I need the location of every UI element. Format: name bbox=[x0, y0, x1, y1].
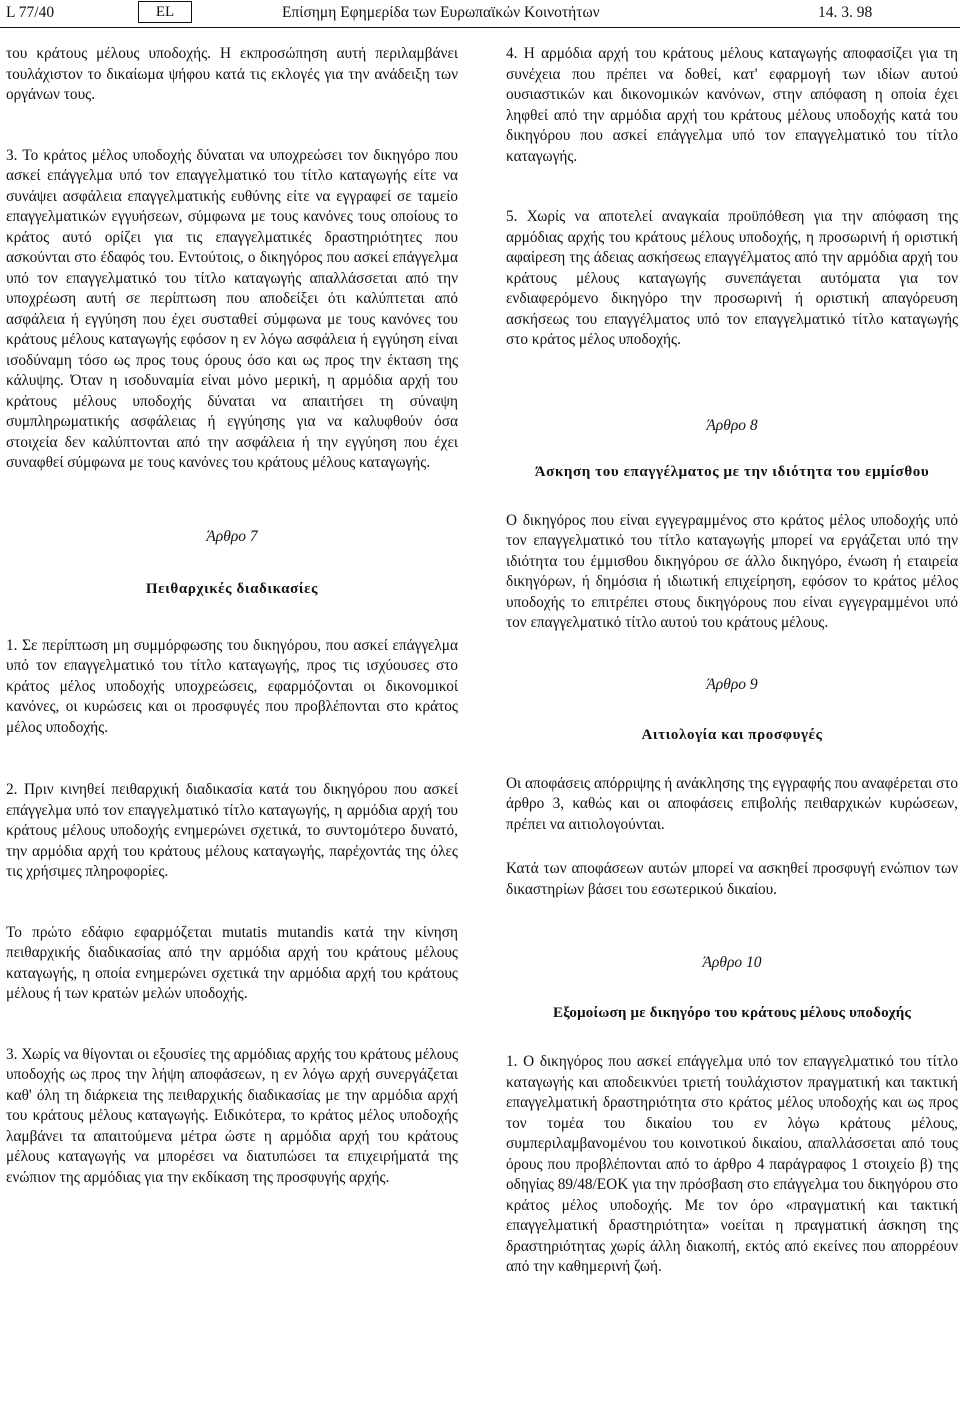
article-number: Άρθρο 8 bbox=[706, 416, 758, 434]
article-title: Εξομοίωση με δικηγόρο του κράτους μέλους υποδοχής bbox=[552, 1005, 912, 1021]
paragraph: 5. Χωρίς να αποτελεί αναγκαία προϋπόθεση για την απόφαση της αρμόδιας αρχής του κράτους μέλους υποδοχής, η προσωρινή ή οριστική αφαίρεση της άδειας ασκήσεως επαγγέλματος από την αρμόδια αρχή του κράτους μέλους καταγωγής συνεπάγεται αυτόματα για τον ενδιαφερόμενο δικηγόρο την προσωρινή ή οριστική απαγόρευση ασκήσεως του επαγγέλματος υπό τον επαγγελματικό τίτλο καταγωγής στο κράτος μέλος υποδοχής. bbox=[506, 208, 958, 348]
header-rule bbox=[0, 27, 960, 28]
paragraph: 3. Το κράτος μέλος υποδοχής δύναται να υποχρεώσει τον δικηγόρο που ασκεί επάγγελμα υπό τον επαγγελματικό του τίτλο καταγωγής είτε να συνάψει ασφάλεια επαγγελματικής ευθύνης είτε να εγγραφεί σε ταμείο επαγγελματικών εγγυήσεων, σύμφωνα με τους κανόνες τους οποίους το κράτος αυτό ορίζει για τις επαγγελματικές δραστηριότητες που ασκούνται στο έδαφός του. Εντούτοις, ο δικηγόρος που ασκεί επάγγελμα υπό τον επαγγελματικό του τίτλο καταγωγής απαλλάσσεται από την υποχρέωση αυτή σε περίπτωση που αποδείξει ότι καλύπτεται από ασφάλεια ή εγγύηση που έχει συσταθεί σύμφωνα με τους κανόνες του κράτους μέλους καταγωγής εφόσον η εν λόγω ασφάλεια ή εγγύηση είναι ισοδύναμη τόσο ως προς τους όρους όσο και ως προς την έκταση της κάλυψης. Όταν η ισοδυναμία είναι μόνο μερική, η αρμόδια αρχή του κράτους μέλους υποδοχής δύναται να απαιτήσει τη σύναψη συμπληρωματικής ασφάλειας ή εγγύησης για να καλυφθούν όσα στοιχεία δεν καλύπτονται από την ασφάλεια ή την εγγύηση που έχει συναφθεί σύμφωνα με τους κανόνες του κράτους μέλους καταγωγής. bbox=[6, 146, 458, 471]
issue-date: 14. 3. 98 bbox=[818, 4, 873, 21]
journal-header bbox=[0, 0, 960, 26]
paragraph: 4. Η αρμόδια αρχή του κράτους μέλους καταγωγής αποφασίζει για τη συνέχεια που πρέπει να δοθεί, κατ' εφαρμογή των ιδίων αυτού ουσιαστικών και δικονομικών κανόνων, στην απόφαση η οποία έχει ληφθεί από την αρμόδια αρχή του κράτους μέλους υποδοχής κατά του δικηγόρου που ασκεί επάγγελμα υπό τον επαγγελματικό του τίτλο καταγωγής. bbox=[506, 45, 958, 165]
page-reference: L 77/40 bbox=[6, 4, 55, 21]
article-number: Άρθρο 7 bbox=[206, 527, 258, 545]
paragraph: του κράτους μέλους υποδοχής. Η εκπροσώπηση αυτή περιλαμβάνει τουλάχιστον το δικαίωμα ψήφου κατά τις εκλογές για την ανάδειξη των οργάνων τους. bbox=[6, 45, 458, 103]
paragraph: Οι αποφάσεις απόρριψης ή ανάκλησης της εγγραφής που αναφέρεται στο άρθρο 3, καθώς και οι αποφάσεις επιβολής πειθαρχικών κυρώσεων, πρέπει να αιτιολογούνται. bbox=[506, 774, 958, 833]
journal-title: Επίσημη Εφημερίδα των Ευρωπαϊκών Κοινοτήτων bbox=[282, 4, 600, 21]
paragraph: 1. Ο δικηγόρος που ασκεί επάγγελμα υπό τον επαγγελματικό του τίτλο καταγωγής και αποδεικνύει τριετή τουλάχιστον πραγματική και τακτική επαγγελματική δραστηριότητα στο κράτος μέλος υποδοχής και ως προς τον τομέα του δικαίου του εν λόγω κράτους μέλους, συμπεριλαμβανομένου του κοινοτικού δικαίου, απαλλάσσεται από τους όρους που προβλέπονται από το άρθρο 4 παράγραφος 1 στοιχείο β) της οδηγίας 89/48/ΕΟΚ για την πρόσβαση στο επάγγελμα του δικηγόρου στο κράτος μέλος υποδοχής. Με τον όρο «πραγματική και τακτική επαγγελματική δραστηριότητα» νοείται η πραγματική άσκηση της δραστηριότητας χωρίς άλλη διακοπή, εκτός από εκείνες που απορρέουν από την καθημερινή ζωή. bbox=[506, 1053, 958, 1275]
paragraph: Το πρώτο εδάφιο εφαρμόζεται mutatis mutandis κατά την κίνηση πειθαρχικής διαδικασίας από την αρμόδια αρχή του κράτους μέλους καταγωγής, η οποία ενημερώνει σχετικά την αρμόδια αρχή του κράτους μέλους ή των κρατών μελών υποδοχής. bbox=[6, 923, 458, 1002]
right-column bbox=[506, 44, 958, 1278]
language-box: EL bbox=[138, 1, 192, 23]
article-title: Πειθαρχικές διαδικασίες bbox=[145, 580, 319, 597]
article-number: Άρθρο 9 bbox=[706, 675, 758, 693]
article-title: Άσκηση του επαγγέλματος με την ιδιότητα του εμμίσθου bbox=[534, 463, 930, 480]
paragraph: Κατά των αποφάσεων αυτών μπορεί να ασκηθεί προσφυγή ενώπιον των δικαστηρίων βάσει του εσωτερικού δικαίου. bbox=[506, 860, 958, 898]
paragraph: Ο δικηγόρος που είναι εγγεγραμμένος στο κράτος μέλος υποδοχής υπό τον επαγγελματικό του τίτλο καταγωγής μπορεί να εργάζεται υπό την ιδιότητα του έμμισθου δικηγόρου σε άλλο δικηγόρο, ένωση ή εταιρεία δικηγόρων, ή δημόσια ή ιδιωτική επιχείρηση, εφόσον το κράτος μέλος υποδοχής το επιτρέπει στους δικηγόρους που είναι εγγεγραμμένοι υπό τον επαγγελματικό τίτλο αυτού του κράτους μέλους. bbox=[506, 511, 958, 631]
article-title: Αιτιολογία και προσφυγές bbox=[641, 726, 823, 743]
paragraph: 3. Χωρίς να θίγονται οι εξουσίες της αρμόδιας αρχής του κράτους μέλους υποδοχής ως προς την λήψη αποφάσεων, η εν λόγω αρχή συνεργάζεται καθ' όλη τη διάρκεια της πειθαρχικής διαδικασίας με την αρμόδια αρχή του κράτους μέλους καταγωγής. Ειδικότερα, το κράτος μέλος υποδοχής λαμβάνει τα απαιτούμενα μέτρα ώστε η αρμόδια αρχή του κράτους μέλους καταγωγής να μπορέσει να διατυπώσει τα επιχειρήματά της ενώπιον της αρμόδιας για την εκδίκαση της προσφυγής αρχής. bbox=[6, 1045, 458, 1186]
paragraph: 1. Σε περίπτωση μη συμμόρφωσης του δικηγόρου, που ασκεί επάγγελμα υπό τον επαγγελματικό του τίτλο καταγωγής, προς τις ισχύουσες στο κράτος μέλος υποδοχής υποχρεώσεις, εφαρμόζονται οι δικονομικοί κανόνες, οι κυρώσεις και οι προσφυγές που προβλέπονται στο κράτος μέλος υποδοχής. bbox=[6, 636, 458, 736]
article-number: Άρθρο 10 bbox=[702, 954, 762, 971]
left-column bbox=[6, 44, 458, 1188]
paragraph: 2. Πριν κινηθεί πειθαρχική διαδικασία κατά του δικηγόρου που ασκεί επάγγελμα υπό τον επαγγελματικό τίτλο καταγωγής, η αρμόδια αρχή του κράτους μέλους υποδοχής ενημερώνει σχετικά, το συντομότερο δυνατό, την αρμόδια αρχή του κράτους μέλους καταγωγής, παρέχοντάς της όλες τις χρήσιμες πληροφορίες. bbox=[6, 781, 458, 880]
